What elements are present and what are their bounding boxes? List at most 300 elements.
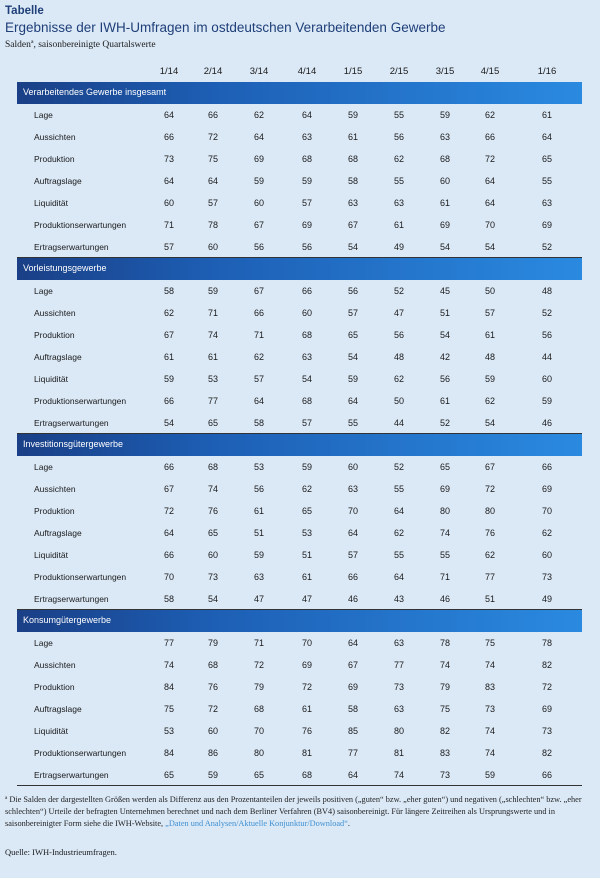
column-header: 4/14 xyxy=(297,66,317,77)
table-cell: 73 xyxy=(541,572,553,582)
table-cell: 68 xyxy=(439,154,451,164)
table-cell: 72 xyxy=(484,484,496,494)
table-cell: 86 xyxy=(207,748,219,758)
table-cell: 61 xyxy=(301,704,313,714)
table-cell: 64 xyxy=(347,770,359,780)
table-cell: 49 xyxy=(393,242,405,252)
table-cell: 74 xyxy=(439,528,451,538)
table-cell: 59 xyxy=(541,396,553,406)
table-cell: 72 xyxy=(207,132,219,142)
row-label: Produktion xyxy=(34,682,75,692)
table-cell: 80 xyxy=(439,506,451,516)
table-cell: 53 xyxy=(163,726,175,736)
table-cell: 60 xyxy=(439,176,451,186)
table-cell: 66 xyxy=(163,550,175,560)
row-label: Produktionserwartungen xyxy=(34,748,127,758)
table-cell: 54 xyxy=(163,418,175,428)
table-cell: 64 xyxy=(163,110,175,120)
section-bottom-rule xyxy=(17,785,582,786)
table-cell: 58 xyxy=(163,594,175,604)
row-label: Ertragserwartungen xyxy=(34,770,109,780)
table-cell: 63 xyxy=(301,352,313,362)
table-cell: 46 xyxy=(439,594,451,604)
table-cell: 51 xyxy=(301,550,313,560)
table-cell: 80 xyxy=(253,748,265,758)
row-label: Produktion xyxy=(34,330,75,340)
table-cell: 68 xyxy=(301,396,313,406)
table-cell: 68 xyxy=(207,660,219,670)
row-label: Aussichten xyxy=(34,660,76,670)
table-cell: 55 xyxy=(439,550,451,560)
table-cell: 63 xyxy=(541,198,553,208)
table-cell: 59 xyxy=(347,110,359,120)
table-cell: 46 xyxy=(347,594,359,604)
table-cell: 74 xyxy=(207,484,219,494)
table-cell: 77 xyxy=(393,660,405,670)
table-cell: 68 xyxy=(301,770,313,780)
table-row xyxy=(17,588,582,610)
table-row xyxy=(17,192,582,214)
table-cell: 73 xyxy=(163,154,175,164)
table-cell: 48 xyxy=(484,352,496,362)
table-cell: 63 xyxy=(301,132,313,142)
table-cell: 61 xyxy=(439,198,451,208)
table-cell: 71 xyxy=(253,638,265,648)
table-row xyxy=(17,236,582,258)
table-cell: 67 xyxy=(163,484,175,494)
table-cell: 61 xyxy=(163,352,175,362)
table-cell: 69 xyxy=(301,220,313,230)
table-cell: 78 xyxy=(207,220,219,230)
table-row xyxy=(17,764,582,786)
column-header: 2/15 xyxy=(389,66,409,77)
row-label: Produktionserwartungen xyxy=(34,396,127,406)
table-cell: 80 xyxy=(484,506,496,516)
column-header: 3/14 xyxy=(249,66,269,77)
table-cell: 56 xyxy=(253,242,265,252)
table-cell: 59 xyxy=(207,286,219,296)
page-title: Ergebnisse der IWH-Umfragen im ostdeutschen Verarbeitenden Gewerbe xyxy=(5,20,446,35)
table-cell: 79 xyxy=(439,682,451,692)
table-cell: 66 xyxy=(163,396,175,406)
table-cell: 70 xyxy=(301,638,313,648)
table-cell: 68 xyxy=(347,154,359,164)
row-label: Lage xyxy=(34,110,53,120)
table-cell: 51 xyxy=(484,594,496,604)
table-cell: 58 xyxy=(253,418,265,428)
table-cell: 64 xyxy=(347,528,359,538)
table-row xyxy=(17,302,582,324)
table-cell: 54 xyxy=(484,242,496,252)
row-label: Ertragserwartungen xyxy=(34,242,109,252)
table-row xyxy=(17,654,582,676)
table-cell: 64 xyxy=(393,572,405,582)
table-cell: 77 xyxy=(484,572,496,582)
table-cell: 69 xyxy=(439,484,451,494)
table-cell: 47 xyxy=(301,594,313,604)
table-cell: 63 xyxy=(393,638,405,648)
table-cell: 57 xyxy=(301,198,313,208)
table-cell: 60 xyxy=(541,374,553,384)
table-cell: 48 xyxy=(393,352,405,362)
section-header xyxy=(17,434,582,456)
table-cell: 58 xyxy=(347,704,359,714)
table-row xyxy=(17,390,582,412)
table-cell: 57 xyxy=(301,418,313,428)
table-cell: 59 xyxy=(163,374,175,384)
table-cell: 59 xyxy=(207,770,219,780)
table-cell: 43 xyxy=(393,594,405,604)
table-row xyxy=(17,456,582,478)
table-cell: 71 xyxy=(163,220,175,230)
row-label: Auftragslage xyxy=(34,352,82,362)
table-cell: 65 xyxy=(207,418,219,428)
table-row xyxy=(17,346,582,368)
row-label: Produktion xyxy=(34,506,75,516)
table-cell: 54 xyxy=(347,242,359,252)
table-cell: 52 xyxy=(541,308,553,318)
table-row xyxy=(17,500,582,522)
table-kicker: Tabelle xyxy=(5,5,44,17)
table-row xyxy=(17,478,582,500)
table-cell: 83 xyxy=(484,682,496,692)
table-cell: 70 xyxy=(347,506,359,516)
table-cell: 67 xyxy=(347,220,359,230)
table-row xyxy=(17,720,582,742)
row-label: Lage xyxy=(34,286,53,296)
table-cell: 56 xyxy=(347,286,359,296)
table-row xyxy=(17,214,582,236)
row-label: Aussichten xyxy=(34,484,76,494)
table-cell: 49 xyxy=(541,594,553,604)
table-cell: 66 xyxy=(541,770,553,780)
table-cell: 64 xyxy=(163,528,175,538)
table-cell: 59 xyxy=(484,374,496,384)
table-cell: 65 xyxy=(439,462,451,472)
table-cell: 64 xyxy=(253,396,265,406)
row-label: Liquidität xyxy=(34,198,69,208)
table-cell: 82 xyxy=(439,726,451,736)
table-cell: 60 xyxy=(347,462,359,472)
table-row xyxy=(17,324,582,346)
table-cell: 69 xyxy=(439,220,451,230)
table-cell: 72 xyxy=(253,660,265,670)
table-cell: 64 xyxy=(347,396,359,406)
table-cell: 80 xyxy=(393,726,405,736)
table-cell: 56 xyxy=(301,242,313,252)
row-label: Auftragslage xyxy=(34,704,82,714)
table-cell: 65 xyxy=(301,506,313,516)
data-table xyxy=(17,60,582,786)
section-title: Investitionsgütergewerbe xyxy=(23,439,124,449)
table-cell: 60 xyxy=(541,550,553,560)
table-cell: 61 xyxy=(541,110,553,120)
table-cell: 73 xyxy=(439,770,451,780)
table-cell: 74 xyxy=(484,660,496,670)
table-cell: 78 xyxy=(439,638,451,648)
table-cell: 76 xyxy=(207,682,219,692)
table-cell: 55 xyxy=(393,110,405,120)
table-cell: 61 xyxy=(439,396,451,406)
row-label: Auftragslage xyxy=(34,176,82,186)
table-cell: 47 xyxy=(253,594,265,604)
table-cell: 74 xyxy=(207,330,219,340)
table-cell: 77 xyxy=(163,638,175,648)
table-cell: 55 xyxy=(393,484,405,494)
section-header xyxy=(17,82,582,104)
row-label: Lage xyxy=(34,638,53,648)
table-row xyxy=(17,544,582,566)
table-cell: 55 xyxy=(393,176,405,186)
table-row xyxy=(17,676,582,698)
table-cell: 59 xyxy=(301,176,313,186)
table-cell: 73 xyxy=(484,704,496,714)
section-header xyxy=(17,610,582,632)
row-label: Liquidität xyxy=(34,550,69,560)
table-cell: 65 xyxy=(347,330,359,340)
table-cell: 48 xyxy=(541,286,553,296)
table-cell: 67 xyxy=(253,220,265,230)
table-cell: 52 xyxy=(393,462,405,472)
table-row xyxy=(17,104,582,126)
table-cell: 54 xyxy=(439,242,451,252)
table-header-row xyxy=(17,60,582,82)
table-cell: 74 xyxy=(484,726,496,736)
column-header: 1/14 xyxy=(159,66,179,77)
section-title: Konsumgütergewerbe xyxy=(23,615,112,625)
table-cell: 47 xyxy=(393,308,405,318)
table-cell: 66 xyxy=(163,132,175,142)
table-cell: 55 xyxy=(347,418,359,428)
footnote-end: . xyxy=(347,819,350,828)
table-cell: 70 xyxy=(484,220,496,230)
footnote-text: Die Salden der dargestellten Größen werden als Differenz aus den Prozentanteilen der jeweils positiven („guten“ bzw. „eher guten“) und negativen („schlechten“ bzw. „eher schlechten“) Urteile der befragten Unternehmen berechnet und nach dem Berliner Verfahren (BV4) saisonbereinigt. Für längere Zeitreihen als Ursprungswerte und in saisonbereinigter Form siehe die IWH-Website, xyxy=(5,795,582,828)
table-cell: 53 xyxy=(301,528,313,538)
row-label: Aussichten xyxy=(34,132,76,142)
table-cell: 52 xyxy=(393,286,405,296)
table-cell: 75 xyxy=(484,638,496,648)
table-cell: 72 xyxy=(484,154,496,164)
section-header xyxy=(17,258,582,280)
table-cell: 72 xyxy=(301,682,313,692)
table-row xyxy=(17,632,582,654)
table-cell: 79 xyxy=(207,638,219,648)
table-cell: 65 xyxy=(541,154,553,164)
table-cell: 76 xyxy=(301,726,313,736)
table-cell: 76 xyxy=(484,528,496,538)
table-cell: 75 xyxy=(207,154,219,164)
table-row xyxy=(17,126,582,148)
table-cell: 54 xyxy=(347,352,359,362)
table-cell: 60 xyxy=(207,550,219,560)
table-cell: 59 xyxy=(253,550,265,560)
table-cell: 71 xyxy=(253,330,265,340)
table-cell: 69 xyxy=(301,660,313,670)
table-row xyxy=(17,698,582,720)
row-label: Aussichten xyxy=(34,308,76,318)
table-cell: 56 xyxy=(393,132,405,142)
table-cell: 60 xyxy=(253,198,265,208)
table-cell: 75 xyxy=(439,704,451,714)
table-cell: 61 xyxy=(207,352,219,362)
table-cell: 62 xyxy=(484,396,496,406)
table-row xyxy=(17,742,582,764)
section-title: Vorleistungsgewerbe xyxy=(23,263,107,273)
table-cell: 62 xyxy=(163,308,175,318)
table-cell: 59 xyxy=(301,462,313,472)
column-header: 3/15 xyxy=(435,66,455,77)
table-cell: 60 xyxy=(163,198,175,208)
table-cell: 65 xyxy=(207,528,219,538)
table-cell: 81 xyxy=(393,748,405,758)
table-cell: 74 xyxy=(439,660,451,670)
table-cell: 60 xyxy=(301,308,313,318)
table-row xyxy=(17,280,582,302)
table-cell: 54 xyxy=(301,374,313,384)
table-cell: 61 xyxy=(253,506,265,516)
table-cell: 62 xyxy=(301,484,313,494)
table-cell: 69 xyxy=(541,484,553,494)
table-cell: 69 xyxy=(541,220,553,230)
table-cell: 54 xyxy=(439,330,451,340)
table-cell: 52 xyxy=(439,418,451,428)
table-cell: 61 xyxy=(301,572,313,582)
table-row xyxy=(17,522,582,544)
table-cell: 64 xyxy=(207,176,219,186)
table-cell: 63 xyxy=(393,198,405,208)
table-cell: 59 xyxy=(439,110,451,120)
row-label: Produktion xyxy=(34,154,75,164)
column-header: 1/15 xyxy=(343,66,363,77)
table-cell: 64 xyxy=(484,176,496,186)
table-cell: 59 xyxy=(484,770,496,780)
table-cell: 61 xyxy=(484,330,496,340)
table-cell: 56 xyxy=(253,484,265,494)
table-row xyxy=(17,412,582,434)
table-cell: 52 xyxy=(541,242,553,252)
row-label: Produktionserwartungen xyxy=(34,220,127,230)
table-cell: 64 xyxy=(393,506,405,516)
table-cell: 62 xyxy=(253,352,265,362)
table-cell: 69 xyxy=(253,154,265,164)
table-cell: 65 xyxy=(163,770,175,780)
table-cell: 61 xyxy=(347,132,359,142)
table-cell: 59 xyxy=(347,374,359,384)
table-cell: 77 xyxy=(207,396,219,406)
table-cell: 67 xyxy=(484,462,496,472)
table-cell: 83 xyxy=(439,748,451,758)
row-label: Lage xyxy=(34,462,53,472)
table-cell: 70 xyxy=(163,572,175,582)
table-cell: 84 xyxy=(163,748,175,758)
table-cell: 64 xyxy=(301,110,313,120)
table-cell: 53 xyxy=(207,374,219,384)
table-cell: 57 xyxy=(253,374,265,384)
table-cell: 81 xyxy=(301,748,313,758)
table-cell: 74 xyxy=(163,660,175,670)
table-cell: 67 xyxy=(347,660,359,670)
column-header: 4/15 xyxy=(480,66,500,77)
table-cell: 73 xyxy=(541,726,553,736)
table-cell: 58 xyxy=(163,286,175,296)
table-cell: 71 xyxy=(439,572,451,582)
table-cell: 66 xyxy=(347,572,359,582)
table-row xyxy=(17,566,582,588)
table-row xyxy=(17,170,582,192)
table-cell: 79 xyxy=(253,682,265,692)
table-cell: 69 xyxy=(347,682,359,692)
table-cell: 51 xyxy=(253,528,265,538)
table-cell: 57 xyxy=(163,242,175,252)
table-cell: 69 xyxy=(541,704,553,714)
table-cell: 82 xyxy=(541,748,553,758)
table-cell: 55 xyxy=(393,550,405,560)
column-header: 2/14 xyxy=(203,66,223,77)
row-label: Ertragserwartungen xyxy=(34,418,109,428)
table-cell: 57 xyxy=(347,550,359,560)
footnote-link[interactable]: „Daten und Analysen/Aktuelle Konjunktur/Download“ xyxy=(165,819,348,828)
table-cell: 75 xyxy=(163,704,175,714)
table-cell: 55 xyxy=(541,176,553,186)
table-cell: 45 xyxy=(439,286,451,296)
table-cell: 73 xyxy=(207,572,219,582)
table-cell: 44 xyxy=(393,418,405,428)
table-row xyxy=(17,368,582,390)
row-label: Ertragserwartungen xyxy=(34,594,109,604)
table-cell: 76 xyxy=(207,506,219,516)
table-cell: 66 xyxy=(207,110,219,120)
table-cell: 64 xyxy=(484,198,496,208)
table-cell: 66 xyxy=(163,462,175,472)
column-header: 1/16 xyxy=(537,66,557,77)
table-cell: 56 xyxy=(541,330,553,340)
table-cell: 62 xyxy=(253,110,265,120)
table-cell: 50 xyxy=(393,396,405,406)
source-note: Quelle: IWH-Industrieumfragen. xyxy=(5,847,117,857)
table-cell: 63 xyxy=(347,484,359,494)
table-cell: 50 xyxy=(484,286,496,296)
table-cell: 63 xyxy=(347,198,359,208)
table-cell: 66 xyxy=(484,132,496,142)
table-cell: 53 xyxy=(253,462,265,472)
table-cell: 68 xyxy=(301,330,313,340)
table-cell: 72 xyxy=(541,682,553,692)
table-cell: 62 xyxy=(541,528,553,538)
table-cell: 62 xyxy=(393,528,405,538)
table-cell: 58 xyxy=(347,176,359,186)
table-cell: 63 xyxy=(439,132,451,142)
row-label: Liquidität xyxy=(34,374,69,384)
table-cell: 85 xyxy=(347,726,359,736)
table-cell: 46 xyxy=(541,418,553,428)
table-cell: 78 xyxy=(541,638,553,648)
table-cell: 54 xyxy=(484,418,496,428)
table-cell: 57 xyxy=(207,198,219,208)
table-cell: 54 xyxy=(207,594,219,604)
table-cell: 65 xyxy=(253,770,265,780)
table-cell: 72 xyxy=(207,704,219,714)
row-label: Produktionserwartungen xyxy=(34,572,127,582)
table-cell: 68 xyxy=(253,704,265,714)
table-cell: 57 xyxy=(484,308,496,318)
table-cell: 74 xyxy=(484,748,496,758)
table-cell: 62 xyxy=(484,110,496,120)
table-cell: 73 xyxy=(393,682,405,692)
table-cell: 60 xyxy=(207,726,219,736)
table-cell: 61 xyxy=(393,220,405,230)
table-cell: 42 xyxy=(439,352,451,362)
table-cell: 66 xyxy=(253,308,265,318)
